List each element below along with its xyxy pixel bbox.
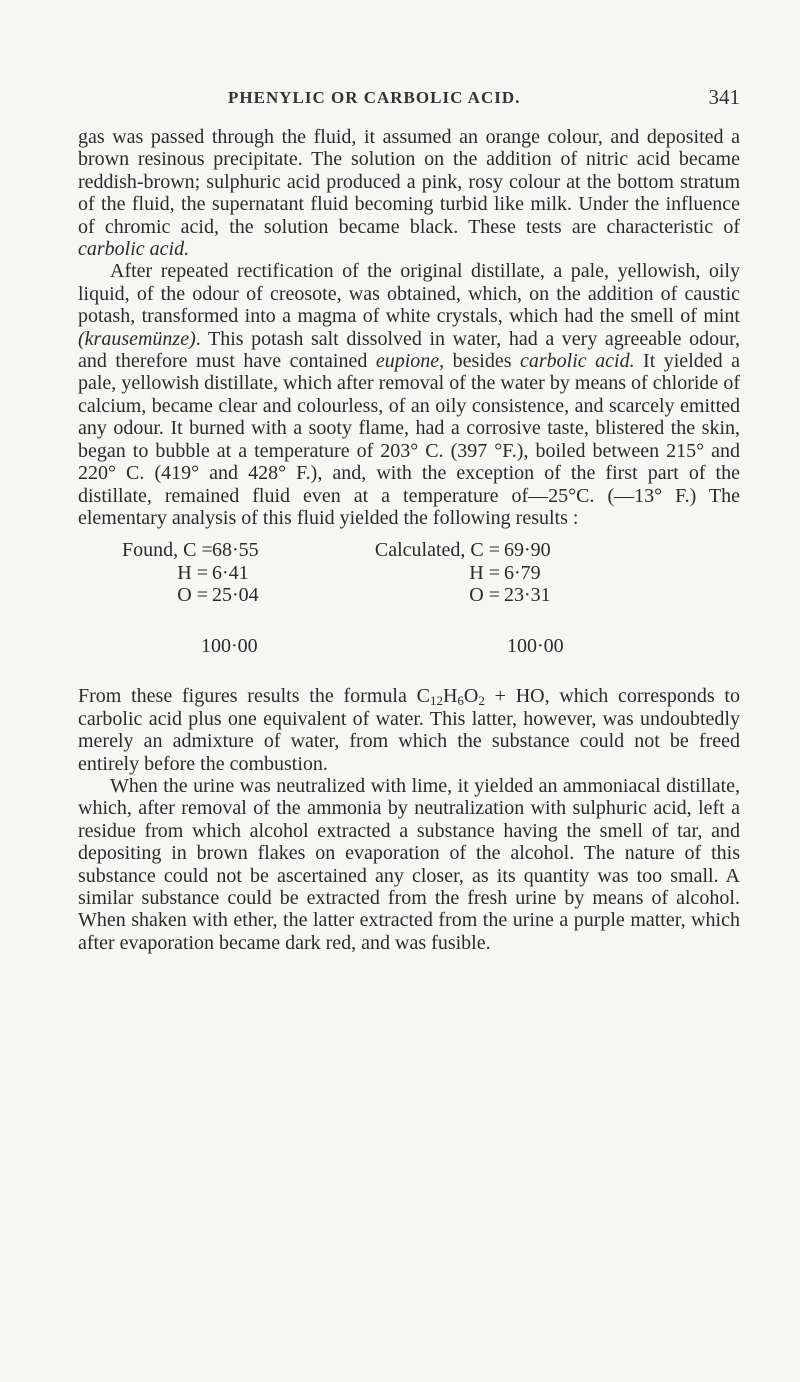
found-total: 100·00 (201, 635, 258, 658)
calculated-label: Calculated, C = (374, 539, 500, 562)
italic-term: carbolic acid. (520, 350, 635, 373)
paragraph-text: After repeated rectification of the original distillate, a pale, yellowish, oily liquid, of the odour of creosote, was obtained, which, on the addition of caustic potash, transformed into a magma of white crystals, which had the smell of mint (78, 260, 740, 328)
paragraph-text: + HO, which corresponds to carbolic acid plus one equivalent of water. This latter, however, was undoubtedly merely an admixture of water, from which the substance could not be freed entirely before the combustion. (78, 685, 740, 775)
paragraph-formula (78, 685, 740, 775)
calculated-column (354, 539, 551, 606)
found-label: H = (177, 561, 208, 584)
running-title: PHENYLIC OR CARBOLIC ACID. (228, 88, 521, 107)
paragraph-text: . This potash salt dissolved in water, had a very agreeable odour, and therefore must have contained (78, 327, 740, 373)
formula-symbol: H (442, 685, 458, 708)
found-label: O = (177, 584, 208, 607)
paragraph-text: It yielded a pale, yellowish distillate, which after removal of the water by means of chloride of calcium, became clear and colourless, of an oily consistence, and scarcely emitted any odour. It burned with a sooty flame, had a corrosive taste, blistered the skin, began to bubble at a temperature of 203° C. (397 °F.), boiled between 215° and 220° C. (419° and 428° F.), and, with the exception of the first part of the distillate, remained fluid even at a temperature of—25°C. (—13° F.) The elementary analysis of this fluid yielded the following results : (78, 350, 740, 529)
calculated-label: H = (469, 561, 500, 584)
paragraph-rectification (78, 260, 740, 529)
calculated-row-c (354, 539, 551, 561)
calculated-row-o (354, 584, 551, 606)
paragraph-text: gas was passed through the fluid, it assumed an orange colour, and deposited a brown resinous precipitate. The solution on the addition of nitric acid became reddish-brown; sulphuric acid produced a pink, rosy colour at the bottom stratum of the fluid, the supernatant fluid becoming turbid like milk. Under the influence of chromic acid, the solution became black. These tests are characteristic of (78, 126, 740, 238)
subscript: 2 (478, 693, 485, 709)
italic-term: carbolic acid. (78, 238, 190, 261)
calculated-value: 6·79 (504, 561, 541, 584)
italic-term: eupione (375, 350, 440, 373)
calculated-total: 100·00 (507, 635, 564, 658)
formula-symbol: O (463, 685, 479, 708)
paragraph-text: , besides (439, 350, 520, 373)
paragraph-tests (78, 126, 740, 260)
italic-term: (krausemünze) (78, 327, 196, 350)
found-row-c (122, 539, 259, 561)
found-column (122, 539, 259, 606)
found-value: 6·41 (212, 561, 249, 584)
page-header (78, 85, 740, 118)
calculated-value: 23·31 (504, 584, 551, 607)
analysis-table (78, 539, 740, 679)
calculated-value: 69·90 (504, 539, 551, 562)
paragraph-text: From these figures results the formula C (78, 685, 430, 708)
found-row-h (122, 562, 259, 584)
calculated-label: O = (469, 584, 500, 607)
found-row-o (122, 584, 259, 606)
found-value: 68·55 (212, 539, 259, 562)
subscript: 12 (429, 693, 443, 709)
page-number: 341 (708, 85, 740, 109)
found-value: 25·04 (212, 584, 259, 607)
calculated-row-h (354, 562, 551, 584)
subscript: 6 (457, 693, 464, 709)
paragraph-urine: When the urine was neutralized with lime, it yielded an ammoniacal distillate, which, after removal of the ammonia by neutralization with sulphuric acid, left a residue from which alcohol extracted a substance having the smell of tar, and depositing in brown flakes on evaporation of the alcohol. The nature of this substance could not be ascertained any closer, as its quantity was too small. A similar substance could be extracted from the fresh urine by means of alcohol. When shaken with ether, the latter extracted from the urine a purple matter, which after evaporation became dark red, and was fusible. (78, 774, 740, 954)
found-label: Found, C = (122, 539, 213, 562)
body-text (78, 126, 740, 954)
